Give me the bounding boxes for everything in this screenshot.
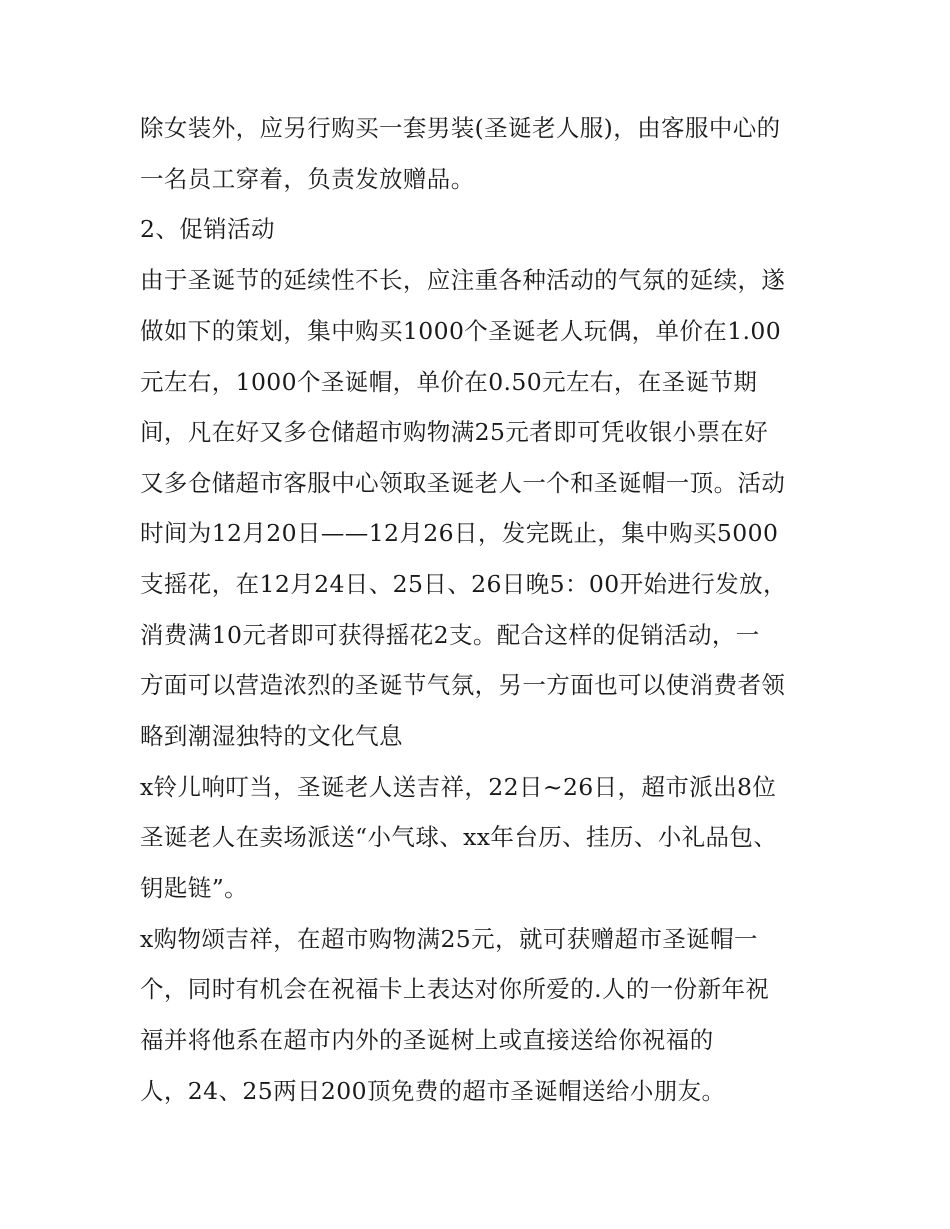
text-line: 钥匙链”。 — [140, 874, 249, 902]
text-line: 元左右，1000个圣诞帽，单价在0.50元左右，在圣诞节期 — [140, 368, 758, 396]
text-line: 做如下的策划，集中购买1000个圣诞老人玩偶，单价在1.00 — [140, 317, 782, 345]
text-line: 圣诞老人在卖场派送“小气球、xx年台历、挂历、小礼品包、 — [140, 823, 778, 851]
text-line: 个，同时有机会在祝福卡上表达对你所爱的.人的一份新年祝 — [140, 975, 770, 1003]
text-line: 一名员工穿着，负责发放赠品。 — [140, 165, 475, 193]
text-line: 支摇花，在12月24日、25日、26日晚5：00开始进行发放， — [140, 570, 787, 598]
text-line: 又多仓储超市客服中心领取圣诞老人一个和圣诞帽一顶。活动 — [140, 469, 786, 497]
text-line: 福并将他系在超市内外的圣诞树上或直接送给你祝福的 — [140, 1026, 714, 1054]
text-line: 由于圣诞节的延续性不长，应注重各种活动的气氛的延续，遂 — [140, 266, 786, 294]
text-line: 间，凡在好又多仓储超市购物满25元者即可凭收银小票在好 — [140, 418, 769, 446]
text-line: x铃儿响叮当，圣诞老人送吉祥，22日~26日，超市派出8位 — [140, 773, 777, 801]
text-line: 时间为12月20日——12月26日，发完既止，集中购买5000 — [140, 519, 779, 547]
text-line: 人，24、25两日200顶免费的超市圣诞帽送给小朋友。 — [140, 1077, 726, 1105]
text-line: 略到潮湿独特的文化气息 — [140, 722, 403, 750]
text-line: 消费满10元者即可获得摇花2支。配合这样的促销活动，一 — [140, 621, 760, 649]
section-heading: 2、促销活动 — [140, 215, 275, 243]
text-line: x购物颂吉祥，在超市购物满25元，就可获赠超市圣诞帽一 — [140, 925, 758, 953]
text-line: 方面可以营造浓烈的圣诞节气氛，另一方面也可以使消费者领 — [140, 671, 786, 699]
text-line: 除女装外，应另行购买一套男装(圣诞老人服)，由客服中心的 — [140, 114, 781, 142]
